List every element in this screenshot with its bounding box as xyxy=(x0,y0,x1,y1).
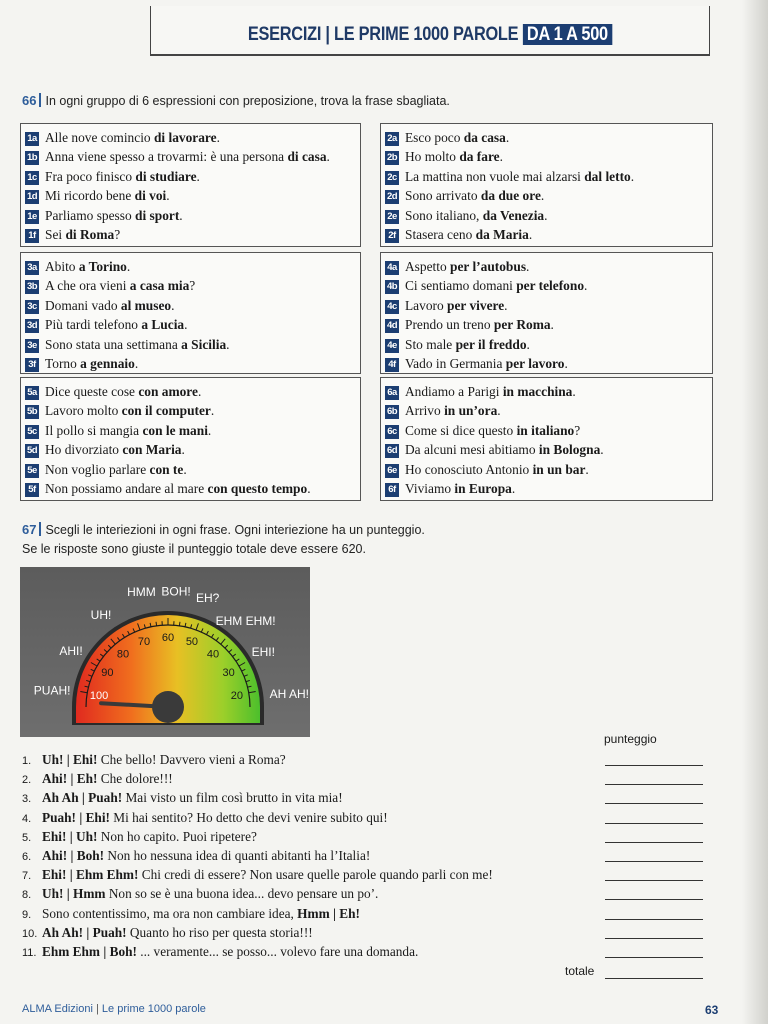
option-2d[interactable] xyxy=(385,186,544,205)
option-5a[interactable] xyxy=(25,382,201,401)
item-number: 3. xyxy=(22,793,32,806)
option-1b[interactable] xyxy=(25,147,330,166)
score-answer-line[interactable] xyxy=(605,861,703,862)
item-number: 2. xyxy=(22,774,32,787)
footer-publisher xyxy=(22,1003,206,1015)
option-4e[interactable] xyxy=(385,335,530,354)
sentence-text: Lavoro molto xyxy=(45,403,122,419)
sentence-text: Prendo un treno xyxy=(405,317,494,333)
sentence-text: . xyxy=(196,168,200,184)
option-tag: 3b xyxy=(26,281,38,293)
sentence-text: Ho conosciuto Antonio xyxy=(405,461,533,477)
sentence-text: Arrivo xyxy=(405,403,445,419)
bold-expression: per l’autobus xyxy=(450,259,527,274)
bold-expression: Ehi! | Ehm Ehm! xyxy=(42,867,139,883)
sentence-item xyxy=(22,865,493,884)
divider xyxy=(39,522,41,536)
bold-expression: Ah Ah | Puah! xyxy=(42,790,123,806)
sentence-item xyxy=(22,923,313,942)
sentence-item xyxy=(22,942,418,961)
sentence-text: Mai visto un film così brutto in vita mia! xyxy=(122,790,343,806)
option-5c[interactable] xyxy=(25,421,211,440)
option-tag: 5e xyxy=(25,464,39,478)
option-2c[interactable] xyxy=(385,167,634,186)
bold-expression: di casa xyxy=(287,149,327,165)
gauge-interjection-label: HMM xyxy=(127,585,156,600)
sentence-text: . xyxy=(216,130,220,145)
bold-expression: a gennaio xyxy=(80,356,135,371)
gauge-scale-value: 70 xyxy=(137,636,151,649)
bold-expression: Ehm Ehm | Boh! xyxy=(42,944,137,959)
option-3d[interactable] xyxy=(25,315,187,334)
option-tag: 3d xyxy=(26,320,38,332)
option-3c[interactable] xyxy=(25,296,174,315)
gauge-interjection-label: AH AH! xyxy=(269,687,310,702)
sentence-item xyxy=(22,808,388,827)
sentence-text: . xyxy=(564,356,568,371)
bold-expression: da Maria xyxy=(475,227,529,242)
sentence-text: Che bello! Davvero vieni a Roma? xyxy=(97,752,286,767)
bold-expression: Ahi! | Eh! xyxy=(42,771,98,787)
bold-expression: per vivere xyxy=(447,297,505,313)
sentence-text: . xyxy=(505,130,510,145)
gauge-interjection-label: AHI! xyxy=(59,644,83,658)
option-6a[interactable] xyxy=(385,382,576,401)
sentence-text: ? xyxy=(189,278,196,294)
gauge-hub xyxy=(152,691,184,723)
item-number: 11. xyxy=(22,947,37,959)
sentence-text: Alle nove comincio xyxy=(45,130,154,145)
option-1f[interactable] xyxy=(25,225,120,244)
bold-expression: Puah! | Ehi! xyxy=(42,809,110,825)
score-answer-line[interactable] xyxy=(605,842,703,843)
item-number: 1. xyxy=(22,755,32,767)
group-box-5 xyxy=(20,377,361,501)
bold-expression: Uh! | Hmm xyxy=(42,886,106,902)
sentence-text: . xyxy=(504,297,508,313)
option-4f[interactable] xyxy=(385,354,568,373)
sentence-text: . xyxy=(526,259,530,274)
footer-book-title: Le prime 1000 parole xyxy=(101,1003,206,1015)
header-title-main: ESERCIZI | LE PRIME 1000 PAROLE xyxy=(247,24,519,45)
exercise-67-number: 67 xyxy=(22,522,37,537)
gauge-svg xyxy=(20,567,310,737)
bold-expression: per telefono xyxy=(516,278,585,294)
sentence-text: Domani vado xyxy=(45,297,121,313)
sentence-text: Sono stata una settimana xyxy=(45,336,182,352)
item-number: 8. xyxy=(22,889,32,902)
total-label: totale xyxy=(565,964,595,978)
sentence-text: Parliamo spesso xyxy=(45,207,136,223)
option-tag: 4a xyxy=(385,261,399,275)
option-tag: 5c xyxy=(25,425,39,439)
bold-expression: per Roma xyxy=(493,317,551,333)
option-3f[interactable] xyxy=(25,354,138,373)
sentence-text: Aspetto xyxy=(405,259,451,274)
header-title-highlight: DA 1 A 500 xyxy=(523,24,613,45)
exercise-67-instruction-2: Se le risposte sono giuste il punteggio totale deve essere 620. xyxy=(22,542,366,556)
sentence-text: Non voglio parlare xyxy=(45,461,150,477)
sentence-text: Sto male xyxy=(405,336,456,352)
exercise-66-heading xyxy=(22,92,450,110)
gauge-scale-value: 20 xyxy=(230,689,244,702)
option-tag: 4d xyxy=(386,320,398,332)
bold-expression: in un bar xyxy=(532,461,586,477)
option-tag: 1e xyxy=(25,210,39,224)
sentence-text: Non so se è una buona idea... devo pensare un po’. xyxy=(105,886,379,902)
sentence-text: . xyxy=(540,188,545,204)
option-tag: 4e xyxy=(385,339,399,353)
option-tag: 3e xyxy=(25,339,39,353)
bold-expression: in Europa xyxy=(454,481,512,496)
bold-expression: al museo xyxy=(120,297,172,313)
exercise-67-instruction-1: Scegli le interiezioni in ogni frase. Ogni interiezione ha un punteggio. xyxy=(45,523,425,537)
bold-expression: per il freddo xyxy=(455,336,527,352)
option-1e[interactable] xyxy=(25,206,183,225)
exercise-67-heading xyxy=(22,521,425,539)
gauge-tick xyxy=(179,622,180,626)
sentence-text: Ho divorziato xyxy=(45,442,123,458)
option-4d[interactable] xyxy=(385,315,554,334)
sentence-text: . xyxy=(572,384,576,399)
sentence-text: . xyxy=(207,422,212,438)
bold-expression: con Maria xyxy=(122,442,182,458)
sentence-text: . xyxy=(600,442,604,458)
score-answer-line[interactable] xyxy=(605,957,703,958)
option-4a[interactable] xyxy=(385,257,529,276)
sentence-text: Ho molto xyxy=(405,149,460,165)
option-6d[interactable] xyxy=(385,440,604,459)
sentence-text: Dice queste cose xyxy=(45,384,139,399)
option-6e[interactable] xyxy=(385,460,589,479)
sentence-text: . xyxy=(584,278,588,294)
sentence-text: La mattina non vuole mai alzarsi xyxy=(405,168,585,184)
sentence-text: Andiamo a Parigi xyxy=(405,384,503,399)
sentence-text: A che ora vieni xyxy=(45,278,130,294)
option-6c[interactable] xyxy=(385,421,580,440)
sentence-text: . xyxy=(166,188,170,204)
option-tag: 5d xyxy=(26,445,38,457)
bold-expression: da fare xyxy=(459,149,500,165)
option-tag: 3c xyxy=(25,300,39,314)
gauge-interjection-label: EH? xyxy=(196,590,220,605)
sentence-text: Che dolore!!! xyxy=(97,771,173,787)
option-tag: 2c xyxy=(385,171,399,185)
option-2a[interactable] xyxy=(385,128,509,147)
option-2b[interactable] xyxy=(385,147,503,166)
sentence-text: Viviamo xyxy=(405,481,455,496)
option-tag: 2b xyxy=(386,152,398,164)
option-5f[interactable] xyxy=(25,479,311,498)
sentence-text: Sei xyxy=(45,227,66,242)
sentence-text: . xyxy=(134,356,139,371)
score-answer-line[interactable] xyxy=(605,938,703,939)
sentence-text: . xyxy=(184,317,188,333)
sentence-text: Stasera ceno xyxy=(405,227,476,242)
bold-expression: da casa xyxy=(463,130,506,145)
footer-divider: | xyxy=(96,1003,99,1015)
option-tag: 3a xyxy=(25,261,39,275)
sentence-item xyxy=(22,884,378,903)
option-4b[interactable] xyxy=(385,276,587,295)
option-3a[interactable] xyxy=(25,257,130,276)
score-answer-line[interactable] xyxy=(605,880,703,881)
option-tag: 6f xyxy=(385,483,399,497)
bold-expression: Ehi! | Uh! xyxy=(42,828,98,844)
bold-expression: a Lucia xyxy=(141,317,185,333)
item-number: 6. xyxy=(22,851,32,863)
sentence-text: . xyxy=(544,207,548,223)
bold-expression: con questo tempo xyxy=(207,481,308,496)
gauge-scale-value: 80 xyxy=(116,648,130,661)
bold-expression: di studiare xyxy=(135,168,197,184)
option-5d[interactable] xyxy=(25,440,185,459)
bold-expression: dal letto xyxy=(584,168,631,184)
option-3b[interactable] xyxy=(25,276,195,295)
sentence-text: . xyxy=(630,168,635,184)
option-tag: 2e xyxy=(385,210,399,224)
option-tag: 5f xyxy=(25,483,39,497)
sentence-item xyxy=(22,769,173,788)
bold-expression: di sport xyxy=(135,207,180,223)
sentence-text: . xyxy=(511,481,516,496)
option-tag: 5a xyxy=(25,386,39,400)
gauge-interjection-label: BOH! xyxy=(161,584,191,599)
sentence-text: . xyxy=(585,461,589,477)
sentence-item xyxy=(22,750,286,769)
option-tag: 4c xyxy=(385,300,399,314)
option-tag: 6e xyxy=(385,464,399,478)
sentence-text: Abito xyxy=(45,259,79,274)
gauge-scale-value: 30 xyxy=(222,667,235,679)
gauge-scale-value: 100 xyxy=(89,689,109,702)
score-answer-line[interactable] xyxy=(605,919,703,920)
bold-expression: con te xyxy=(149,461,184,477)
option-tag: 6a xyxy=(385,386,399,400)
sentence-text: . xyxy=(326,149,330,165)
option-4c[interactable] xyxy=(385,296,508,315)
sentence-item xyxy=(22,788,343,807)
bold-expression: Hmm | Eh! xyxy=(297,905,360,921)
gauge-interjection-label: EHM EHM! xyxy=(215,613,276,628)
option-tag: 6b xyxy=(386,406,398,418)
bold-expression: per lavoro xyxy=(505,356,565,371)
sentence-text: . xyxy=(497,403,501,419)
option-tag: 3f xyxy=(25,358,39,372)
gauge-scale-value: 90 xyxy=(101,667,114,679)
total-answer-line[interactable] xyxy=(605,978,703,979)
option-tag: 1d xyxy=(26,191,38,203)
gauge-tick xyxy=(156,622,157,626)
option-tag: 2d xyxy=(386,191,398,203)
score-answer-line[interactable] xyxy=(605,803,703,804)
bold-expression: Ahi! | Boh! xyxy=(42,848,105,863)
sentence-item xyxy=(22,827,257,846)
sentence-text: Quanto ho riso per questa storia!!! xyxy=(126,924,313,940)
gauge-scale-value: 40 xyxy=(206,648,220,661)
sentence-text: Non ho capito. Puoi ripetere? xyxy=(97,828,257,844)
sentence-text: . xyxy=(126,259,131,274)
gauge-interjection-label: EHI! xyxy=(251,645,275,659)
bold-expression: da due ore xyxy=(480,188,541,204)
option-tag: 1b xyxy=(26,152,38,164)
bold-expression: in un’ora xyxy=(444,403,498,419)
option-tag: 5b xyxy=(26,406,38,418)
bold-expression: Ah Ah! | Puah! xyxy=(42,924,127,940)
score-answer-line[interactable] xyxy=(605,784,703,785)
sentence-text: ? xyxy=(574,422,581,438)
bold-expression: di Roma xyxy=(65,227,115,242)
bold-expression: in macchina xyxy=(502,384,573,399)
bold-expression: in italiano xyxy=(516,422,575,438)
sentence-text: . xyxy=(307,481,311,496)
sentence-text: . xyxy=(171,297,175,313)
sentence-text: Esco poco xyxy=(405,130,464,145)
sentence-text: Sono italiano, xyxy=(405,207,483,223)
group-box-3 xyxy=(20,252,361,374)
exercise-66-number: 66 xyxy=(22,93,37,108)
sentence-text: . xyxy=(181,442,185,458)
option-1d[interactable] xyxy=(25,186,170,205)
sentence-text: . xyxy=(179,207,183,223)
group-box-4 xyxy=(380,252,713,374)
option-1c[interactable] xyxy=(25,167,200,186)
footer-publisher-name: ALMA Edizioni xyxy=(22,1003,93,1015)
sentence-text: . xyxy=(197,384,202,399)
score-answer-line[interactable] xyxy=(605,823,703,824)
bold-expression: a casa mia xyxy=(129,278,190,294)
bold-expression: di voi xyxy=(134,188,167,204)
item-number: 10. xyxy=(22,927,38,940)
bold-expression: a Sicilia xyxy=(181,336,227,352)
group-box-6 xyxy=(380,377,713,501)
sentence-text: Chi credi di essere? Non usare quelle parole quando parli con me! xyxy=(138,867,493,883)
option-tag: 6c xyxy=(385,425,399,439)
bold-expression: di lavorare xyxy=(153,130,217,145)
bold-expression: da Venezia xyxy=(482,207,545,223)
score-answer-line[interactable] xyxy=(605,899,703,900)
sentence-text: Il pollo si mangia xyxy=(45,422,143,438)
sentence-text: Mi hai sentito? Ho detto che devi venire subito qui! xyxy=(109,809,388,825)
option-tag: 1f xyxy=(25,229,39,243)
gauge-interjection-label: UH! xyxy=(90,607,112,622)
score-column-header: punteggio xyxy=(604,732,657,746)
option-6f[interactable] xyxy=(385,479,515,498)
gauge-interjection-label: PUAH! xyxy=(33,683,71,698)
bold-expression: con le mani xyxy=(142,422,208,438)
sentence-text: Sono arrivato xyxy=(405,188,481,204)
sentence-text: Lavoro xyxy=(405,297,448,313)
option-tag: 6d xyxy=(386,445,398,457)
sentence-text: . xyxy=(526,336,530,352)
group-box-1 xyxy=(20,123,361,247)
sentence-text: Torno xyxy=(45,356,81,371)
gauge-illustration xyxy=(20,567,310,737)
option-tag: 1a xyxy=(25,132,39,146)
option-tag: 2a xyxy=(385,132,399,146)
item-number: 4. xyxy=(22,812,32,825)
score-answer-line[interactable] xyxy=(605,765,703,766)
item-number: 9. xyxy=(22,908,32,921)
sentence-text: Non possiamo andare al mare xyxy=(45,481,208,496)
option-tag: 4b xyxy=(386,281,398,293)
option-1a[interactable] xyxy=(25,128,220,147)
gauge-scale-value: 50 xyxy=(185,636,199,649)
page-header xyxy=(150,6,710,56)
sentence-text: Ci sentiamo domani xyxy=(405,278,517,294)
group-box-2 xyxy=(380,123,713,247)
header-title xyxy=(190,24,670,46)
sentence-text: . xyxy=(550,317,554,333)
sentence-text: . xyxy=(499,149,503,165)
sentence-text: Fra poco finisco xyxy=(45,168,136,184)
sentence-item xyxy=(22,904,360,923)
sentence-text: . xyxy=(226,336,230,352)
sentence-text: Da alcuni mesi abitiamo xyxy=(405,442,539,458)
sentence-text: ... veramente... se posso... volevo fare una domanda. xyxy=(136,944,419,959)
option-5b[interactable] xyxy=(25,401,214,420)
sentence-text: . xyxy=(210,403,215,419)
divider xyxy=(39,93,41,107)
sentence-text: Più tardi telefono xyxy=(45,317,142,333)
bold-expression: con amore xyxy=(138,384,198,399)
sentence-text: Sono contentissimo, ma ora non cambiare idea, xyxy=(42,905,298,921)
option-2e[interactable] xyxy=(385,206,548,225)
sentence-text: Mi ricordo bene xyxy=(45,188,135,204)
bold-expression: a Torino xyxy=(78,259,127,274)
bold-expression: in Bologna xyxy=(538,442,601,458)
option-6b[interactable] xyxy=(385,401,501,420)
option-5e[interactable] xyxy=(25,460,187,479)
sentence-text: Anna viene spesso a trovarmi: è una persona xyxy=(45,149,288,165)
sentence-text: Non ho nessuna idea di quanti abitanti ha l’Italia! xyxy=(104,848,371,863)
page-number: 63 xyxy=(705,1003,719,1017)
option-3e[interactable] xyxy=(25,335,230,354)
sentence-text: . xyxy=(528,227,533,242)
bold-expression: Uh! | Ehi! xyxy=(42,752,98,767)
gauge-scale-value: 60 xyxy=(161,632,175,644)
option-tag: 1c xyxy=(25,171,39,185)
sentence-text: ? xyxy=(114,227,121,242)
option-2f[interactable] xyxy=(385,225,532,244)
sentence-item xyxy=(22,846,370,865)
sentence-text: Vado in Germania xyxy=(405,356,506,371)
exercise-66-instruction: In ogni gruppo di 6 espressioni con preposizione, trova la frase sbagliata. xyxy=(45,94,450,108)
item-number: 5. xyxy=(22,831,32,844)
option-tag: 2f xyxy=(385,229,399,243)
item-number: 7. xyxy=(22,870,32,883)
sentence-text: . xyxy=(183,461,187,477)
page-edge-shadow xyxy=(742,0,768,1024)
sentence-text: Come si dice questo xyxy=(405,422,517,438)
option-tag: 4f xyxy=(385,358,399,372)
bold-expression: con il computer xyxy=(121,403,211,419)
